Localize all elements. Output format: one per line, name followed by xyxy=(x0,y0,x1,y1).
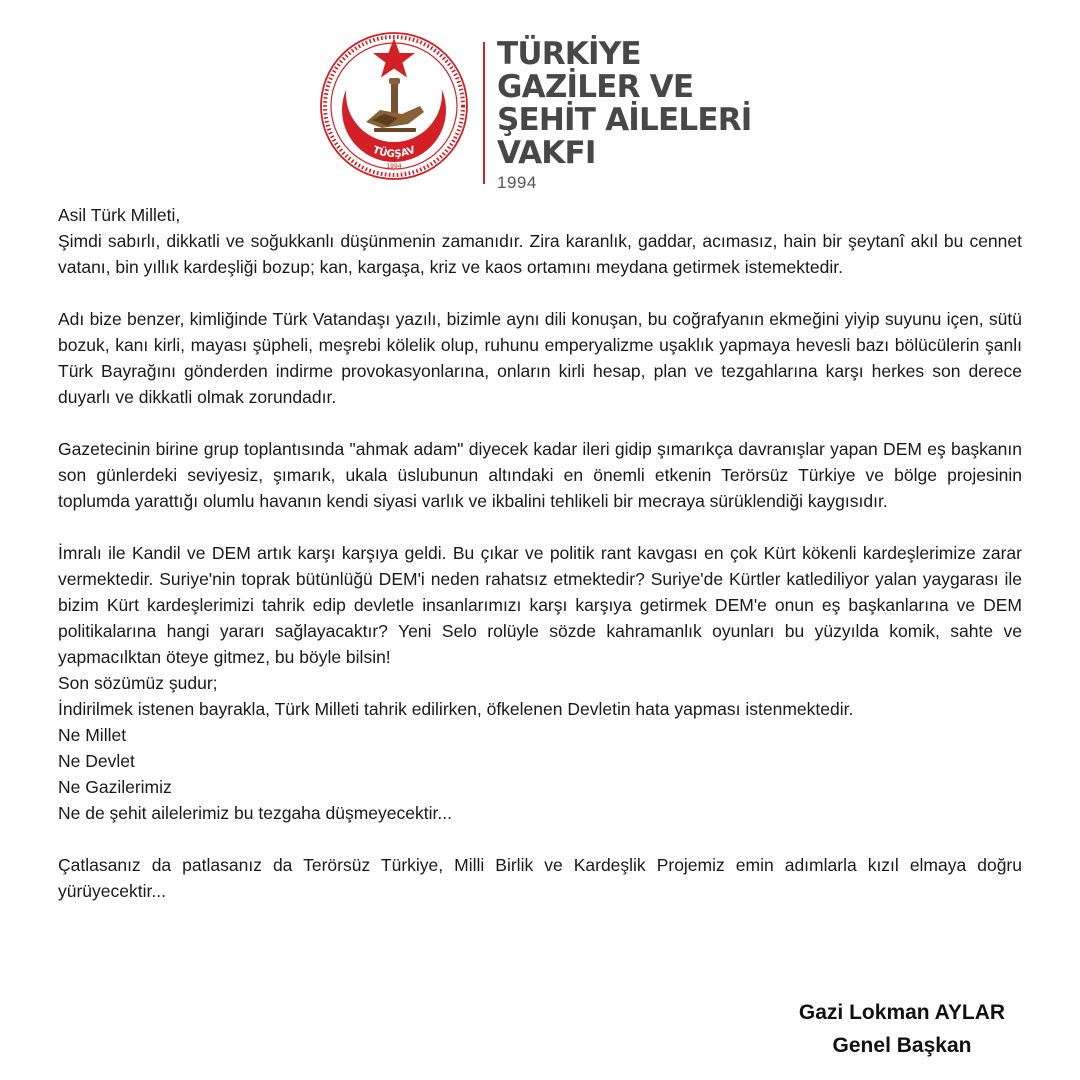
paragraph-1: Şimdi sabırlı, dikkatli ve soğukkanlı düşünmenin zamanıdır. Zira karanlık, gaddar, acımasız, hain bir şeytanî akıl bu cennet vatanı, bin yıllık kardeşliği bozup; kan, kargaşa, kriz ve kaos ortamını meydana getirmek istemektedir. xyxy=(58,231,1022,277)
logo-line-3: ŞEHİT AİLELERİ xyxy=(497,102,752,138)
final-paragraph: Çatlasanız da patlasanız da Terörsüz Türkiye, Milli Birlik ve Kardeşlik Projemiz emin adımlarla kızıl elmaya doğru yürüyecektir... xyxy=(58,855,1022,901)
closing-line: Ne de şehit ailelerimiz bu tezgaha düşmeyecektir... xyxy=(58,803,452,823)
logo-year: 1994 xyxy=(497,173,537,192)
letterhead xyxy=(0,0,1080,200)
salutation: Asil Türk Milleti, xyxy=(58,205,181,225)
signatory-name: Gazi Lokman AYLAR xyxy=(798,1001,1006,1024)
paragraph-3: Gazetecinin birine grup toplantısında "ahmak adam" diyecek kadar ileri gidip şımarıkça davranışlar yapan DEM eş başkanın son günlerdeki seviyesiz, şımarık, ukala üslubunun altındaki en önemli etkenin Terörsüz Türkiye ve bölge projesinin toplumda yarattığı olumlu havanın kendi siyasi varlık ve ikbalini tehlikeli bir mecraya sürüklendiği kaygısıdır. xyxy=(58,439,1022,511)
tugsav-emblem xyxy=(318,30,470,182)
closing-line: Ne Gazilerimiz xyxy=(58,777,172,797)
emblem-year-text: 1994 xyxy=(386,163,402,170)
closing-line: İndirilmek istenen bayrakla, Türk Milleti tahrik edilirken, öfkelenen Devletin hata yapması istenmektedir. xyxy=(58,699,854,719)
signature-block xyxy=(772,996,1032,1062)
logo-divider xyxy=(483,42,485,184)
letter-body xyxy=(58,202,1022,904)
paragraph-4: İmralı ile Kandil ve DEM artık karşı karşıya geldi. Bu çıkar ve politik rant kavgası en çok Kürt kökenli kardeşlerimize zarar vermektedir. Suriye'nin toprak bütünlüğü DEM'i neden rahatsız etmektedir? Suriye'de Kürtler katlediliyor yalan yaygarası ile bizim Kürt kardeşlerimizi tahrik edip devletle insanlarımızı karşı karşıya getirmek DEM'e onun eş başkanlarına ve DEM politikalarına hangi yararı sağlayacaktır? Yeni Selo rolüyle sözde kahramanlık oyunları bu yüzyılda komik, sahte ve yapmacılktan öteye gitmez, bu böyle bilsin! xyxy=(58,543,1022,667)
closing-line: Ne Devlet xyxy=(58,751,135,771)
logo-line-4: VAKFI xyxy=(497,135,596,171)
emblem-icon xyxy=(318,30,470,182)
closing-line: Ne Millet xyxy=(58,725,127,745)
logo-line-2: GAZİLER VE xyxy=(497,69,694,105)
logo-wordmark xyxy=(497,38,752,193)
logo-line-1: TÜRKİYE xyxy=(497,36,641,72)
closing-intro: Son sözümüz şudur; xyxy=(58,673,218,693)
paragraph-2: Adı bize benzer, kimliğinde Türk Vatandaşı yazılı, bizimle aynı dili konuşan, bu coğrafyanın ekmeğini yiyip suyunu içen, sütü bozuk, kanı kirli, mayası şüpheli, meşrebi kölelik olup, ruhunu emperyalizme uşaklık yapmaya hevesli bazı bölücülerin şanlı Türk Bayrağını gönderden indirme provokasyonlarına, onların kirli hesap, plan ve tezgahlarına karşı herkes son derece duyarlı ve dikkatli olmak zorundadır. xyxy=(58,309,1022,407)
emblem-abbr-text: TÜGŞAV xyxy=(370,144,417,161)
signatory-title: Genel Başkan xyxy=(832,1034,972,1057)
